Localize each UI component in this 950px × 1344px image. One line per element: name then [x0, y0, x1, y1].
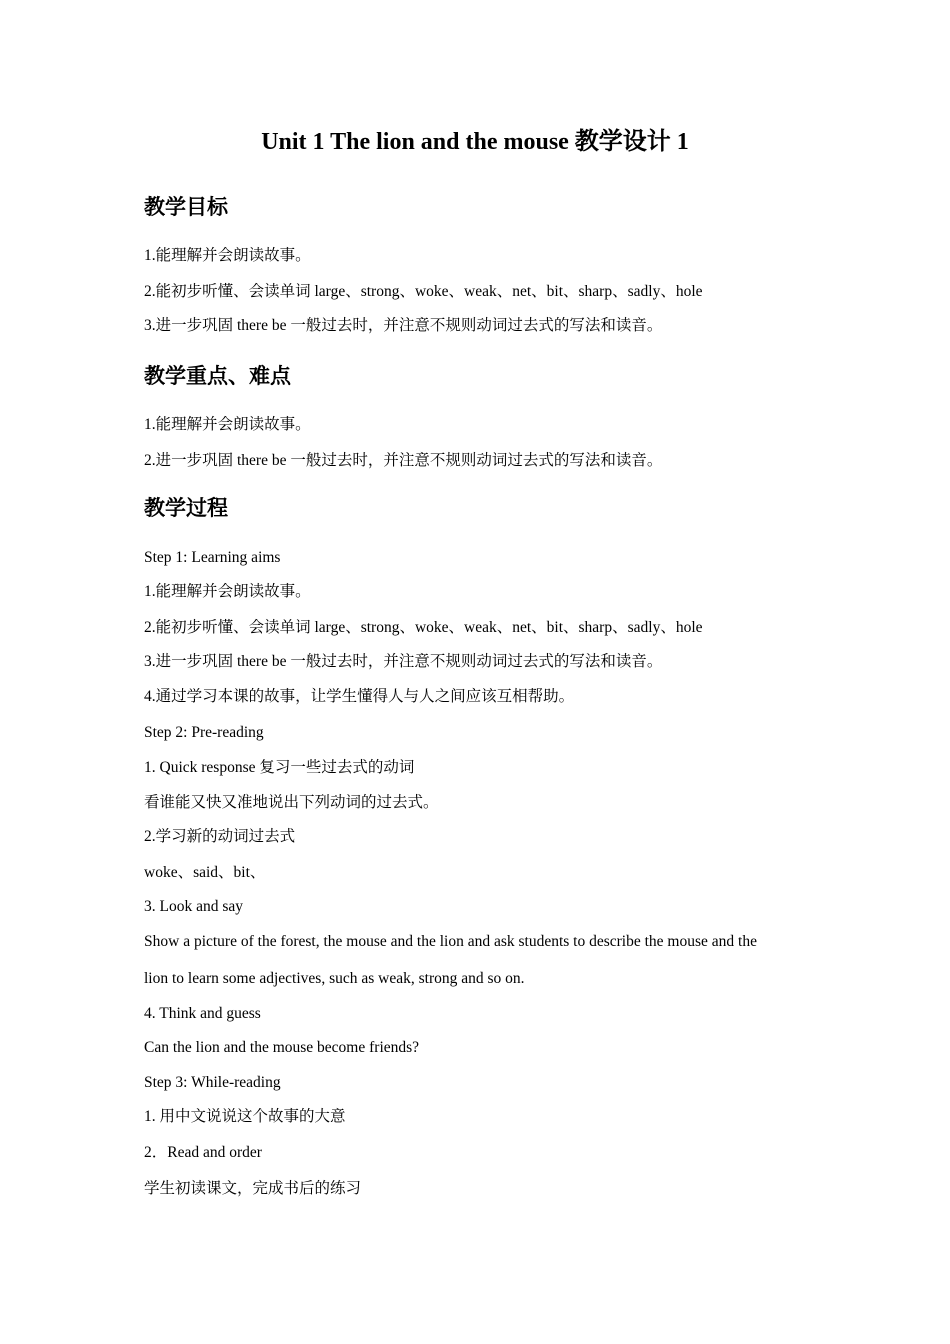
process-line: 1. 用中文说说这个故事的大意: [144, 1108, 346, 1125]
process-line: 1.能理解并会朗读故事。: [144, 583, 311, 600]
section-heading-objectives: 教学目标: [144, 195, 228, 219]
process-line: 1. Quick response 复习一些过去式的动词: [144, 759, 415, 776]
process-line: lion to learn some adjectives, such as weak, strong and so on.: [144, 970, 525, 987]
objective-line-3: 3.进一步巩固 there be 一般过去时，并注意不规则动词过去式的写法和读音。: [144, 317, 663, 334]
process-line: 3.进一步巩固 there be 一般过去时，并注意不规则动词过去式的写法和读音。: [144, 653, 663, 670]
process-line: Step 2: Pre-reading: [144, 724, 264, 741]
process-line: 2．Read and order: [144, 1144, 262, 1161]
section-heading-process: 教学过程: [144, 496, 228, 520]
section-heading-key-points: 教学重点、难点: [144, 364, 291, 388]
process-line: 3. Look and say: [144, 898, 244, 915]
key-point-line-2: 2.进一步巩固 there be 一般过去时，并注意不规则动词过去式的写法和读音。: [144, 452, 663, 469]
process-line: 4. Think and guess: [144, 1005, 261, 1022]
process-line: 2.学习新的动词过去式: [144, 828, 296, 845]
process-line: 看谁能又快又准地说出下列动词的过去式。: [144, 794, 439, 811]
document-title: Unit 1 The lion and the mouse 教学设计 1: [261, 129, 689, 155]
process-line: woke、said、bit、: [144, 864, 266, 881]
process-line: Step 1: Learning aims: [144, 549, 281, 566]
objective-line-2: 2.能初步听懂、会读单词 large、strong、woke、weak、net、bit、sharp、sadly、hole: [144, 283, 703, 300]
process-line: 4.通过学习本课的故事，让学生懂得人与人之间应该互相帮助。: [144, 688, 575, 705]
process-line: 学生初读课文，完成书后的练习: [144, 1180, 362, 1197]
objective-line-1: 1.能理解并会朗读故事。: [144, 247, 311, 264]
process-line: Can the lion and the mouse become friends?: [144, 1039, 420, 1056]
process-line: 2.能初步听懂、会读单词 large、strong、woke、weak、net、bit、sharp、sadly、hole: [144, 619, 703, 636]
key-point-line-1: 1.能理解并会朗读故事。: [144, 416, 311, 433]
process-line: Show a picture of the forest, the mouse and the lion and ask students to describe the mouse and the: [144, 933, 757, 950]
process-line: Step 3: While-reading: [144, 1074, 281, 1091]
